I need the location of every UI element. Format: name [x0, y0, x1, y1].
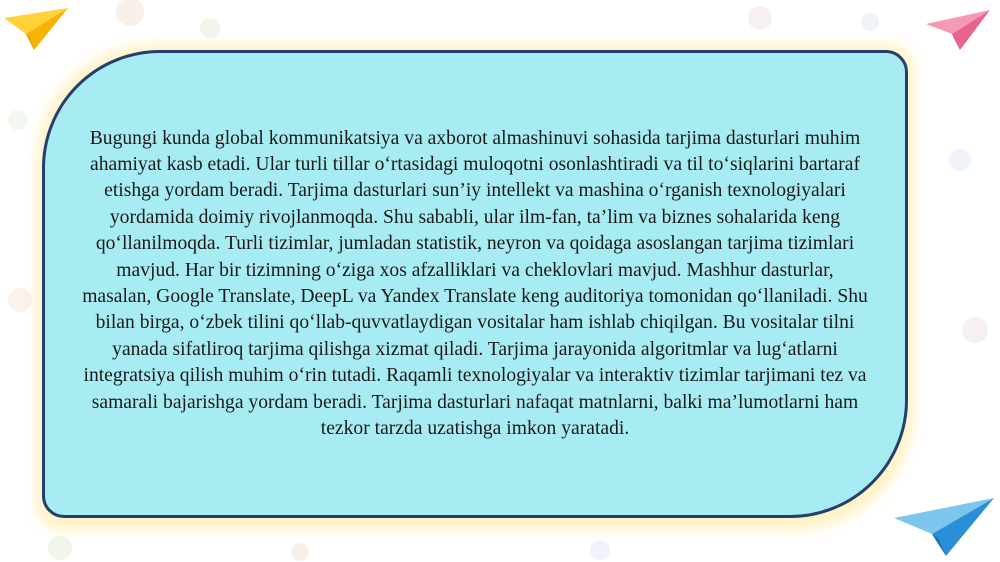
body-paragraph: Bugungi kunda global kommunikatsiya va axborot almashinuvi sohasida tarjima dasturlari muhim ahamiyat kasb etadi. Ular turli tillar o‘rtasidagi muloqotni osonlashtiradi va til to‘siqlarini bartaraf etishga yordam beradi. Tarjima dasturlari sun’iy intellekt va mashina o‘rganish texnologiyalari yordamida doimiy rivojlanmoqda. Shu sababli, ular ilm-fan, ta’lim va biznes sohalarida keng qo‘llanilmoqda. Turli tizimlar, jumladan statistik, neyron va qoidaga asoslangan tarjima tizimlari mavjud. Har bir tizimning o‘ziga xos afzalliklari va cheklovlari mavjud. Mashhur dasturlar, masalan, Google Translate, DeepL va Yandex Translate keng auditoriya tomonidan qo‘llaniladi. Shu bilan birga, o‘zbek tilini qo‘llab-quvvatlaydigan vositalar ham ishlab chiqilgan. Bu vositalar tilni yanada sifatliroq tarjima qilishga xizmat qiladi. Tarjima jarayonida algoritmlar va lug‘atlarni integratsiya qilish muhim o‘rin tutadi. Raqamli texnologiyalar va interaktiv tizimlar tarjimani tez va samarali bajarishga yordam beradi. Tarjima dasturlari nafaqat matnlarni, balki ma’lumotlarni ham tezkor tarzda uzatishga imkon yaratadi.: [82, 127, 868, 440]
paper-plane-blue-icon: [890, 494, 998, 558]
text-card: [42, 50, 908, 518]
paper-plane-yellow-icon: [0, 4, 72, 54]
paper-plane-pink-icon: [924, 8, 994, 52]
